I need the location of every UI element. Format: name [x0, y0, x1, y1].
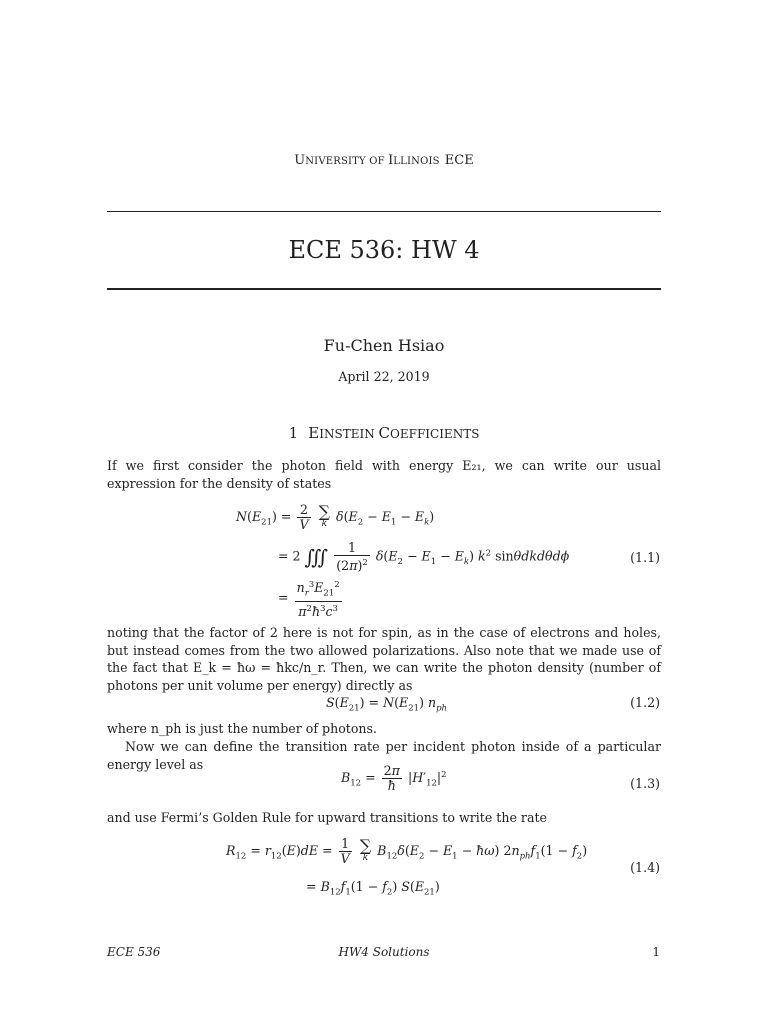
fraction: $\frac{2}{V}$	[299, 502, 309, 532]
paragraph-3: where n_ph is just the number of photons.	[107, 721, 377, 736]
university-header: UNIVERSITY OF ILLINOIS ECE	[294, 153, 474, 168]
footer-left: ECE 536	[107, 945, 161, 959]
equation-1-3: $B_{12}$ = $\frac{2\pi}{ħ}$ $|H'_{12}|^2$	[341, 763, 447, 793]
page-number: 1	[652, 945, 660, 959]
equation-1-2: $S(E_{21}) = N(E_{21})$ $n_{ph}$	[326, 695, 448, 714]
top-rule	[107, 211, 661, 212]
equation-1-1-line-2: = 2 ∭ $\frac{1}{(2\pi)^2}$ $\delta(E_2 - E_1 - E_k)$ $k^2$ sinθdkdθdϕ	[278, 540, 570, 574]
equation-number-1-3: (1.3)	[630, 776, 660, 791]
equation-1-4-line-2: = $B_{12}f_1(1 - f_2)$ $S(E_{21})$	[306, 879, 440, 898]
paragraph-4: Now we can define the transition rate per incident photon inside of a particular energy level as	[107, 739, 661, 772]
equation-number-1-1: (1.1)	[630, 550, 660, 565]
section-heading: 1 EINSTEIN COEFFICIENTS	[288, 424, 480, 442]
equation-1-1-line-1: $N(E_{21})$ = $\frac{2}{V}$ ∑ k $\delta(E_2 - E_1 - E_k)$	[236, 501, 435, 532]
sum-operator: ∑ k	[359, 835, 372, 863]
page-title: ECE 536: HW 4	[288, 236, 480, 264]
date: April 22, 2019	[338, 369, 430, 384]
title-rule	[107, 288, 661, 290]
equation-1-4-line-1: $R_{12} = r_{12}(E)dE$ = $\frac{1}{V}$ ∑ k $B_{12}\delta(E_2 - E_1$ − ħω) $2n_{ph}f_1(1 - f_2)$	[226, 835, 588, 866]
author: Fu-Chen Hsiao	[323, 336, 445, 355]
fraction: $\frac{2\pi}{ħ}$	[383, 763, 400, 793]
paragraph-1: If we first consider the photon field with energy E₂₁, we can write our usual expression for the density of states	[107, 458, 661, 491]
equation-number-1-4: (1.4)	[630, 860, 660, 875]
sum-operator: ∑ k	[318, 501, 331, 529]
fraction: $\frac{1}{(2\pi)^2}$	[336, 540, 368, 574]
fraction: $\frac{n_r^3E_{21}^2}{\pi^2ħ^3c^3}$	[296, 580, 340, 619]
paragraph-2: noting that the factor of 2 here is not for spin, as in the case of electrons and holes, but instead comes from the two allowed polarizations. Also note that we made use of the fact that E_k = ħω = ħkc/n_r. Then, we can write the photon density (number of photons per unit volume per energy) directly as	[107, 625, 661, 693]
footer-center: HW4 Solutions	[338, 945, 430, 959]
equation-number-1-2: (1.2)	[630, 695, 660, 710]
paragraph-5: and use Fermi’s Golden Rule for upward transitions to write the rate	[107, 810, 547, 825]
equation-1-1-line-3: = $\frac{n_r^3E_{21}^2}{\pi^2ħ^3c^3}$	[278, 580, 340, 619]
fraction: $\frac{1}{V}$	[340, 836, 350, 866]
